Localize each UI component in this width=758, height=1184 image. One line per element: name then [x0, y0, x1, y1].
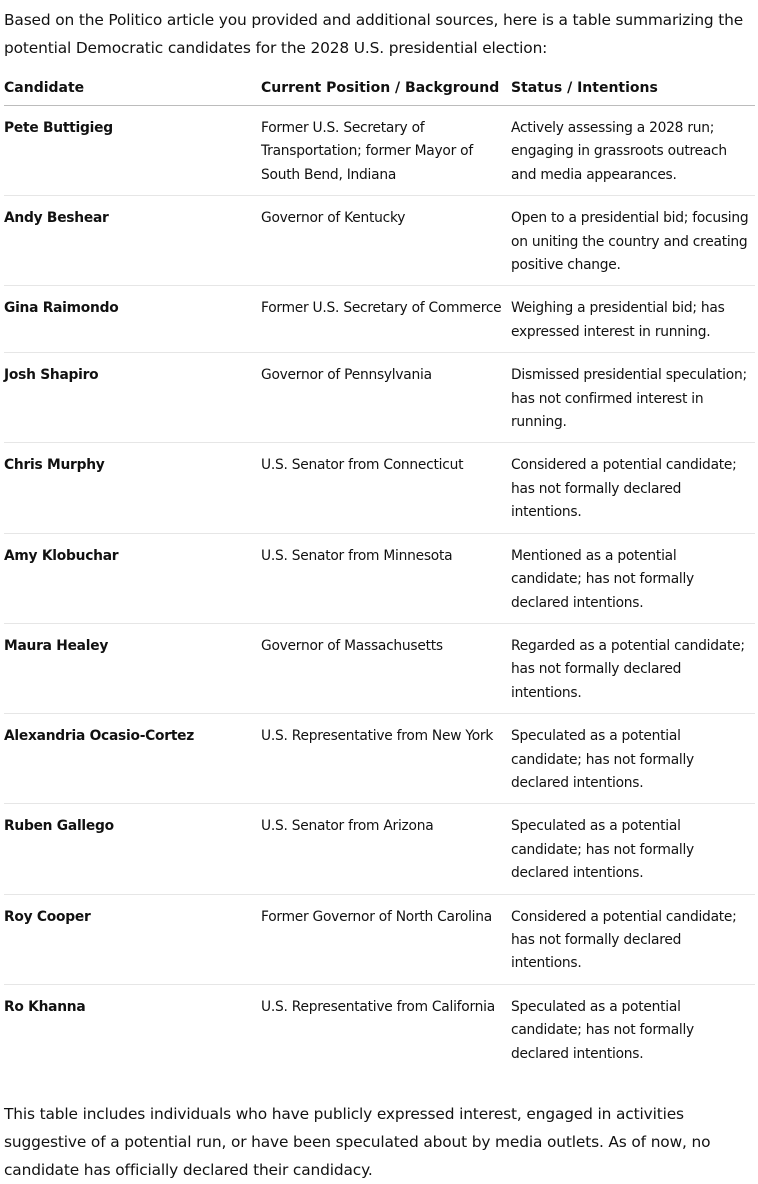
table-row [4, 353, 755, 443]
candidate-name-cell: Amy Klobuchar [4, 533, 261, 623]
header-row [4, 72, 755, 106]
header-status: Status / Intentions [511, 72, 755, 106]
position-cell: Governor of Massachusetts [261, 623, 511, 713]
status-cell: Mentioned as a potential candidate; has not formally declared intentions. [511, 533, 755, 623]
position-cell: U.S. Senator from Minnesota [261, 533, 511, 623]
candidate-name-cell: Ruben Gallego [4, 804, 261, 894]
table-row [4, 443, 755, 533]
status-cell: Weighing a presidential bid; has expressed interest in running. [511, 286, 755, 353]
intro-paragraph: Based on the Politico article you provided and additional sources, here is a table summarizing the potential Democratic candidates for the 2028 U.S. presidential election: [4, 11, 744, 57]
status-cell: Considered a potential candidate; has not formally declared intentions. [511, 443, 755, 533]
status-cell: Speculated as a potential candidate; has not formally declared intentions. [511, 714, 755, 804]
candidate-name-cell: Josh Shapiro [4, 353, 261, 443]
status-cell: Open to a presidential bid; focusing on uniting the country and creating positive change. [511, 196, 755, 286]
status-cell: Speculated as a potential candidate; has not formally declared intentions. [511, 998, 694, 1062]
candidate-name-cell: Ro Khanna [4, 998, 86, 1015]
position-cell: U.S. Representative from New York [261, 714, 511, 804]
position-cell: Former U.S. Secretary of Transportation; former Mayor of South Bend, Indiana [261, 106, 511, 196]
table-row [4, 623, 755, 713]
candidates-table [4, 72, 755, 1074]
table-row [4, 286, 755, 353]
position-cell: U.S. Representative from California [261, 998, 495, 1015]
table-body [4, 106, 755, 1075]
candidate-name-cell: Roy Cooper [4, 894, 261, 984]
candidate-name-cell: Maura Healey [4, 623, 261, 713]
status-cell: Regarded as a potential candidate; has not formally declared intentions. [511, 623, 755, 713]
table-row [4, 894, 755, 984]
table-row [4, 196, 755, 286]
table-row [4, 984, 755, 1074]
candidate-name-cell: Pete Buttigieg [4, 106, 261, 196]
header-candidate: Candidate [4, 72, 261, 106]
position-cell: Governor of Kentucky [261, 196, 511, 286]
candidate-name-cell: Gina Raimondo [4, 286, 261, 353]
status-cell: Considered a potential candidate; has not formally declared intentions. [511, 894, 755, 984]
position-cell: U.S. Senator from Arizona [261, 804, 511, 894]
outro-paragraph: This table includes individuals who have publicly expressed interest, engaged in activities suggestive of a potential run, or have been speculated about by media outlets. As of now, no candidate has officially declared their candidacy. [4, 1105, 711, 1179]
table-row [4, 804, 755, 894]
position-cell: Former U.S. Secretary of Commerce [261, 286, 511, 353]
position-cell: Governor of Pennsylvania [261, 353, 511, 443]
table-row [4, 106, 755, 196]
status-cell: Dismissed presidential speculation; has not confirmed interest in running. [511, 353, 755, 443]
candidate-name-cell: Andy Beshear [4, 196, 261, 286]
header-position: Current Position / Background [261, 72, 511, 106]
table-row [4, 714, 755, 804]
candidate-name-cell: Chris Murphy [4, 443, 261, 533]
status-cell: Actively assessing a 2028 run; engaging in grassroots outreach and media appearances. [511, 106, 755, 196]
table-header [4, 72, 755, 106]
position-cell: Former Governor of North Carolina [261, 894, 511, 984]
candidate-name-cell: Alexandria Ocasio-Cortez [4, 714, 261, 804]
table-row [4, 533, 755, 623]
status-cell: Speculated as a potential candidate; has not formally declared intentions. [511, 804, 755, 894]
position-cell: U.S. Senator from Connecticut [261, 443, 511, 533]
